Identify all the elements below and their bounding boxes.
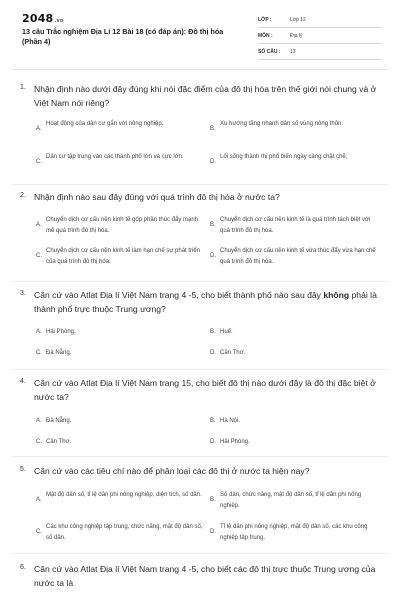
option-letter: B. (210, 329, 216, 335)
option-letter: D. (210, 439, 216, 445)
option-letter: B. (210, 497, 216, 503)
option-letter: D. (210, 159, 216, 165)
meta-key: SỐ CÂU : (258, 48, 281, 55)
question-2 (20, 190, 388, 280)
question-4 (20, 376, 388, 456)
option-text: Tỉ lệ dân phi nông nghiệp, mật độ dân số, các khu công nghiệp tập trung. (220, 524, 368, 541)
question-text: Nhận định nào sau đây đúng với quá trình đô thị hóa ở nước ta? (34, 192, 280, 202)
option-text: Hoạt động của dân cư gắn với nông nghiệp. (46, 121, 164, 127)
question-number: 5. (20, 466, 26, 473)
option-text: Cần Thơ. (220, 350, 246, 356)
question-divider (12, 456, 388, 457)
question-text-part: Căn cứ vào Atlat Địa lí Việt Nam trang 4 -5, cho biết thành phố nào sau đây (34, 290, 324, 300)
question-number: 4. (20, 378, 26, 385)
option-text: Hải Phòng. (220, 439, 250, 445)
option-text: Hải Phòng. (46, 329, 76, 335)
option-letter: C. (36, 439, 42, 445)
option-letter: C. (36, 253, 42, 259)
question-text: Căn cứ vào các tiêu chí nào để phân loại các đô thị ở nước ta hiện nay? (34, 466, 310, 476)
meta-key: MÔN : (258, 32, 273, 39)
question-divider (12, 184, 388, 185)
logo-suffix: .vn (54, 18, 64, 24)
option-text: Số dân, chức năng, mật độ dân số, tỉ lệ dân phi nông nghiệp. (220, 492, 362, 509)
question-text: Căn cứ vào Atlat Địa lí Việt Nam trang 4 -5, cho biết các đô thị trực thuộc Trung ương của nước ta là (34, 564, 376, 588)
question-text (34, 288, 384, 316)
option-text: Mật độ dân số, tỉ lệ dân phi nông nghiệp, diện tích, số dân. (46, 492, 202, 498)
question-1 (20, 82, 388, 192)
option-letter: C. (36, 350, 42, 356)
option-text: Lối sống thành thị phổ biến ngày càng chật chẽ. (220, 154, 348, 160)
option-letter: B. (210, 126, 216, 132)
option-text: Huế. (220, 329, 233, 335)
option-text: Đà Nẵng. (46, 418, 72, 424)
option-letter: A. (36, 126, 42, 132)
question-divider (12, 369, 388, 370)
option-text: Chuyển dịch cơ cấu nền kinh tế vừa thúc đẩy vừa hạn chế quá trình đô thị hóa. (220, 248, 376, 265)
meta-value: Lớp 12 (290, 16, 306, 23)
meta-value: Địa lý (290, 32, 303, 39)
question-text-part: phải là thành phố trực thuộc Trung ương? (34, 290, 377, 314)
option-letter: B. (210, 418, 216, 424)
option-letter: C. (36, 159, 42, 165)
meta-row-subject (258, 28, 382, 44)
option-letter: B. (210, 222, 216, 228)
option-letter: A. (36, 329, 42, 335)
question-text: Căn cứ vào Atlat Địa lí Việt Nam trang 15, cho biết đô thị nào dưới đây là đô thị đặc biệt ở nước ta? (34, 378, 376, 402)
question-text: Nhận định nào dưới đây đúng khi nói đặc điểm của đô thị hóa trên thế giới nói chung và ở Việt Nam nói riêng? (34, 84, 377, 108)
question-number: 1. (20, 84, 26, 91)
question-number: 2. (20, 192, 26, 199)
question-divider (12, 281, 388, 282)
question-5 (20, 464, 388, 554)
option-letter: A. (36, 497, 42, 503)
option-letter: A. (36, 418, 42, 424)
meta-row-count (258, 44, 382, 60)
question-divider (12, 553, 388, 554)
site-logo[interactable] (22, 12, 64, 25)
meta-value: 13 (290, 48, 296, 55)
option-letter: D. (210, 529, 216, 535)
option-letter: D. (210, 253, 216, 259)
header-divider (12, 69, 388, 70)
option-text: Chuyển dịch cơ cấu nền kinh tế là quá trình tách biệt với quá trình đô thị hóa. (220, 217, 371, 234)
document-title: 13 câu Trắc nghiệm Địa Lí 12 Bài 18 (có đáp án): Đô thị hóa (Phần 4) (22, 27, 224, 46)
meta-key: LỚP : (258, 16, 272, 23)
meta-table (258, 12, 382, 60)
option-text: Các khu công nghiệp tập trung, chức năng, mật độ dân số, số dân. (46, 524, 203, 541)
question-number: 3. (20, 290, 26, 297)
question-6 (20, 562, 388, 598)
option-text: Cần Thơ. (46, 439, 72, 445)
option-text: Chuyển dịch cơ cấu nền kinh tế làm hạn chế sự phát triển của quá trình đô thị hóa. (46, 248, 201, 265)
option-text: Chuyển dịch cơ cấu nền kinh tế góp phần thúc đẩy mạnh mẽ quá trình đô thị hóa. (46, 217, 199, 234)
option-text: Đà Nẵng. (46, 350, 72, 356)
question-emphasis: không (323, 290, 350, 300)
document-header (14, 10, 386, 65)
option-letter: A. (36, 222, 42, 228)
question-3 (20, 288, 388, 368)
meta-row-class (258, 12, 382, 28)
option-text: Xu hướng tăng nhanh dân số vùng nông thôn. (220, 121, 344, 127)
question-number: 6. (20, 564, 26, 571)
logo-text: 2048 (22, 12, 54, 25)
option-letter: C. (36, 529, 42, 535)
option-text: Hà Nội. (220, 418, 241, 424)
option-text: Dân cư tập trung vào các thành phố lớn và cực lớn. (46, 154, 184, 160)
option-letter: D. (210, 350, 216, 356)
